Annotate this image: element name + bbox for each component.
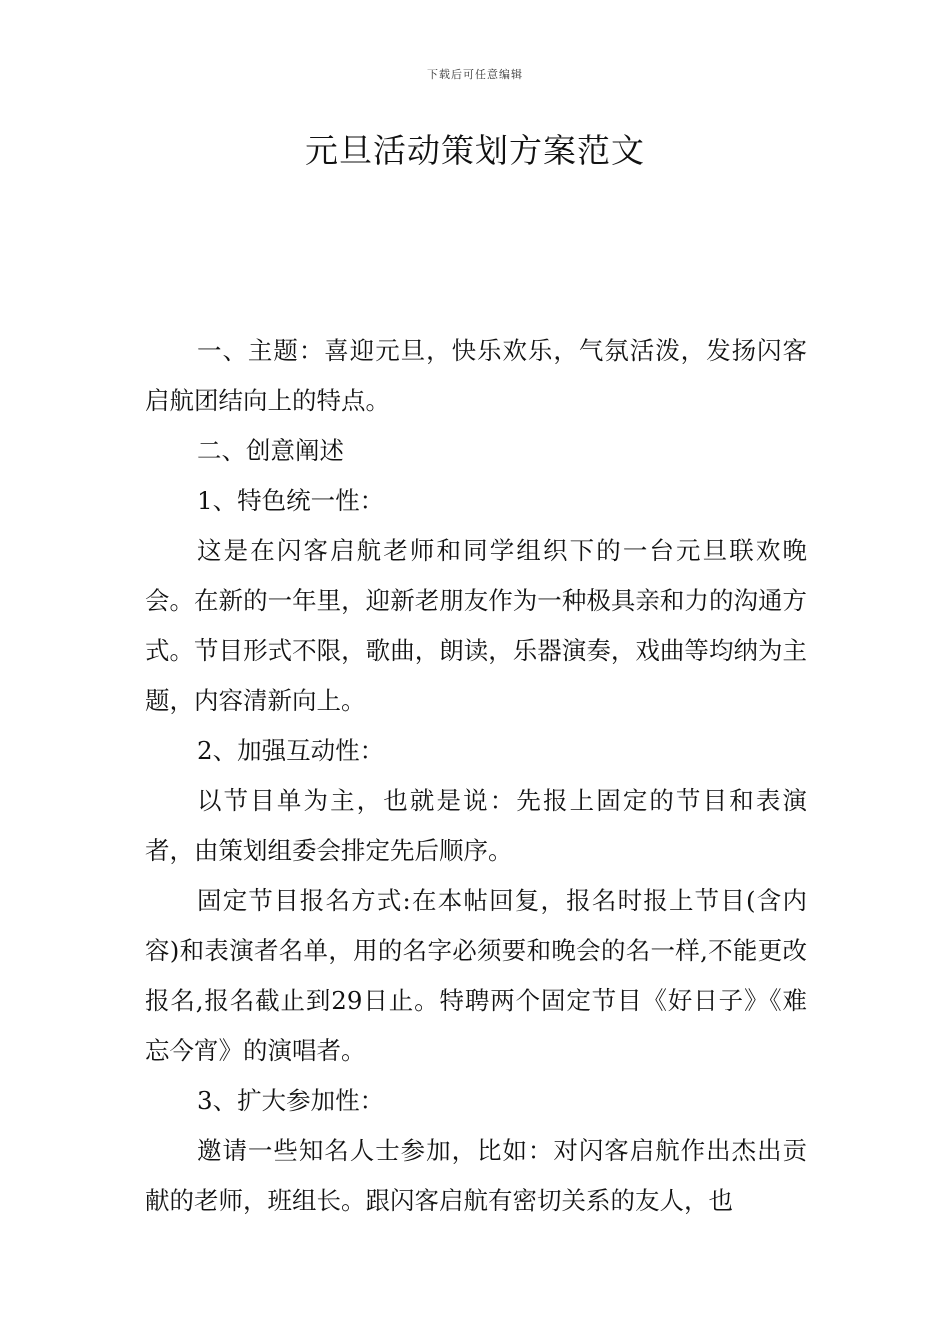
paragraph-invitation: 邀请一些知名人士参加，比如：对闪客启航作出杰出贡献的老师，班组长。跟闪客启航有密切关系的友人，也 — [145, 1136, 807, 1215]
paragraph-theme: 一、主题：喜迎元旦，快乐欢乐，气氛活泼，发扬闪客启航团结向上的特点。 — [145, 336, 807, 415]
paragraph-registration: 固定节目报名方式:在本帖回复，报名时报上节目(含内容)和表演者名单，用的名字必须要和晚会的名一样,不能更改报名,报名截止到29日止。特聘两个固定节目《好日子》《难忘今宵》的演唱者。 — [145, 886, 807, 1065]
section-heading-creative: 二、创意阐述 — [197, 436, 344, 465]
paragraph-program-list: 以节目单为主，也就是说：先报上固定的节目和表演者，由策划组委会排定先后顺序。 — [145, 786, 807, 865]
subheading-interaction: 2、加强互动性： — [197, 736, 385, 765]
document-title: 元旦活动策划方案范文 — [305, 131, 645, 170]
header-note: 下载后可任意编辑 — [427, 68, 523, 81]
subheading-participation: 3、扩大参加性： — [197, 1086, 385, 1115]
document-body — [145, 326, 807, 1226]
paragraph-uniformity: 这是在闪客启航老师和同学组织下的一台元旦联欢晚会。在新的一年里，迎新老朋友作为一种极具亲和力的沟通方式。节目形式不限，歌曲，朗读，乐器演奏，戏曲等均纳为主题，内容清新向上。 — [145, 536, 807, 715]
subheading-uniformity: 1、特色统一性： — [197, 486, 385, 515]
